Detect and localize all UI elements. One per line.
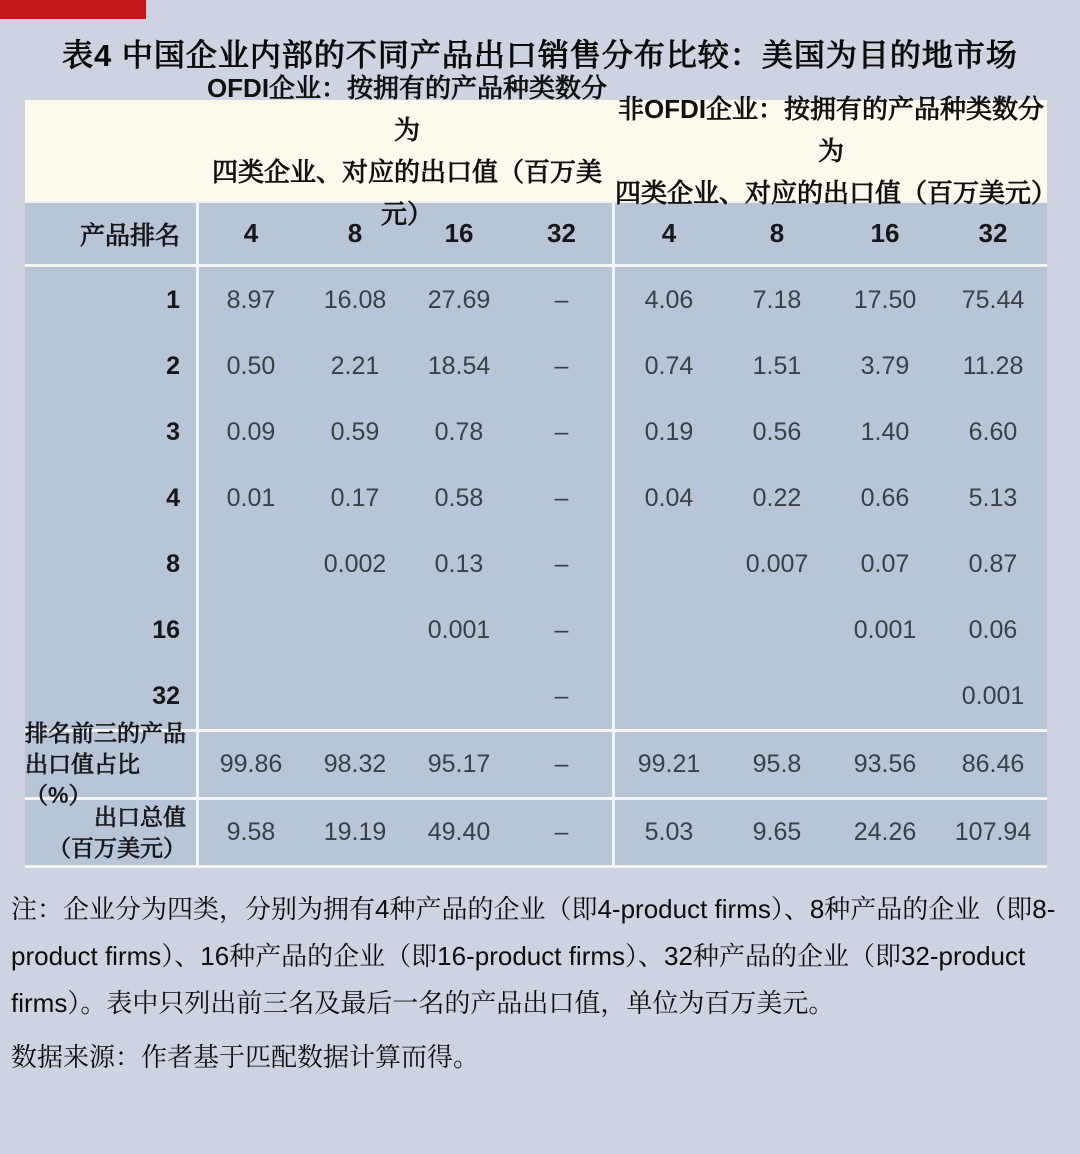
data-cell: 1.51 <box>752 351 802 380</box>
data-cell: 5.03 <box>644 818 694 846</box>
summary-row-export-total <box>25 797 1047 868</box>
row-label: 3 <box>25 399 199 465</box>
red-accent-bar <box>0 0 146 19</box>
data-cell <box>615 597 723 663</box>
table-row <box>25 399 1047 465</box>
group-header-ofdi-line2: 四类企业、对应的出口值（百万美元） <box>211 156 602 229</box>
note-text: 注：企业分为四类，分别为拥有4种产品的企业（即4-product firms）、8种产品的企业（即8-product firms）、16种产品的企业（即16-product firms）、32种产品的企业（即32-product firms）。表中只列出前三名及最后一名的产品出口值，单位为百万美元。 <box>11 894 1056 1018</box>
data-cell: 99.21 <box>637 750 701 778</box>
column-header: 16 <box>870 218 900 248</box>
data-cell: 86.46 <box>961 750 1025 778</box>
table-row <box>25 267 1047 333</box>
data-cell: 1.40 <box>860 417 910 446</box>
data-cell <box>199 597 303 663</box>
data-cell: 24.26 <box>853 818 917 846</box>
table-row <box>25 531 1047 597</box>
data-cell: – <box>511 399 615 465</box>
data-cell: 75.44 <box>961 285 1025 314</box>
column-header-row <box>25 203 1047 267</box>
page-title: 表4 中国企业内部的不同产品出口销售分布比较：美国为目的地市场 <box>62 38 1018 73</box>
data-cell: 98.32 <box>323 750 387 778</box>
data-cell: 9.58 <box>226 818 276 846</box>
data-cell: 49.40 <box>427 818 491 846</box>
data-cell <box>303 663 407 729</box>
data-cell: – <box>511 267 615 333</box>
data-cell: 0.78 <box>434 417 484 446</box>
data-cell: 0.87 <box>968 549 1018 578</box>
row-label: 8 <box>25 531 199 597</box>
data-cell: 18.54 <box>427 351 491 380</box>
data-table <box>25 72 1058 868</box>
row-label: 32 <box>25 663 199 729</box>
data-cell: 0.001 <box>961 681 1025 710</box>
group-header-non-ofdi <box>615 93 1058 208</box>
column-header: 8 <box>347 218 363 248</box>
summary-label-line1: 出口总值 <box>94 803 186 830</box>
data-cell: – <box>511 465 615 531</box>
data-cell: – <box>511 531 615 597</box>
source-text: 数据来源：作者基于匹配数据计算而得。 <box>11 1042 480 1072</box>
row-label: 2 <box>25 333 199 399</box>
group-header-ofdi <box>199 72 615 229</box>
row-label: 16 <box>25 597 199 663</box>
data-cell: 2.21 <box>330 351 380 380</box>
data-cell: – <box>511 333 615 399</box>
summary-row-top3-share <box>25 720 1047 808</box>
data-cell: 0.04 <box>644 483 694 512</box>
data-cell: 0.001 <box>853 615 917 644</box>
data-cell <box>199 663 303 729</box>
data-cell: 0.56 <box>752 417 802 446</box>
data-cell: 93.56 <box>853 750 917 778</box>
data-cell: 6.60 <box>968 417 1018 446</box>
column-header: 4 <box>661 218 677 248</box>
data-cell: – <box>511 663 615 729</box>
data-cell: 7.18 <box>752 285 802 314</box>
data-cell: 95.17 <box>427 750 491 778</box>
data-cell: 9.65 <box>752 818 802 846</box>
group-header-non-ofdi-line1: 非OFDI企业：按拥有的产品种类数分为 <box>617 93 1045 166</box>
data-cell: 3.79 <box>860 351 910 380</box>
summary-label-line2: （百万美元） <box>48 834 186 861</box>
data-cell: 0.007 <box>745 549 809 578</box>
table-row <box>25 333 1047 399</box>
column-header: 8 <box>769 218 785 248</box>
column-header: 16 <box>444 218 474 248</box>
row-label: 4 <box>25 465 199 531</box>
data-cell: 0.13 <box>434 549 484 578</box>
column-header: 32 <box>978 218 1008 248</box>
data-cell <box>615 663 723 729</box>
data-cell <box>303 597 407 663</box>
data-cell: 0.06 <box>968 615 1018 644</box>
data-cell: 0.66 <box>860 483 910 512</box>
data-cell <box>831 663 939 729</box>
data-cell: 0.001 <box>427 615 491 644</box>
data-cell: 0.17 <box>330 483 380 512</box>
data-cell: 0.59 <box>330 417 380 446</box>
summary-row-label <box>25 800 199 865</box>
row-label: 1 <box>25 267 199 333</box>
column-header: 4 <box>243 218 259 248</box>
data-cell: 0.002 <box>323 549 387 578</box>
summary-label-line1: 排名前三的产品 <box>25 720 186 746</box>
data-cell: 11.28 <box>962 351 1024 380</box>
data-cell: 19.19 <box>323 818 387 846</box>
data-cell: 0.74 <box>644 351 694 380</box>
summary-row-label <box>25 720 199 808</box>
data-cell <box>199 531 303 597</box>
data-cell <box>615 531 723 597</box>
data-cell: 8.97 <box>226 285 276 314</box>
group-header-ofdi-line1: OFDI企业：按拥有的产品种类数分为 <box>206 72 608 145</box>
data-cell: 16.08 <box>323 285 387 314</box>
data-cell: 0.22 <box>752 483 802 512</box>
data-cell: 0.58 <box>434 483 484 512</box>
column-header: 32 <box>511 203 615 264</box>
data-cell: 17.50 <box>853 285 917 314</box>
data-cell: 0.19 <box>644 417 694 446</box>
data-cell: – <box>511 732 615 797</box>
row-label-header: 产品排名 <box>25 203 199 264</box>
data-cell: 4.06 <box>644 285 694 314</box>
group-header-spacer <box>25 100 199 201</box>
table-row <box>25 465 1047 531</box>
data-cell <box>723 663 831 729</box>
data-cell: 27.69 <box>427 285 491 314</box>
data-cell: 0.01 <box>226 483 276 512</box>
group-header-band <box>25 72 1058 229</box>
data-cell: 0.07 <box>860 549 910 578</box>
data-cell: 99.86 <box>219 750 283 778</box>
data-cell: 0.09 <box>226 417 276 446</box>
data-cell: 5.13 <box>968 483 1018 512</box>
data-cell: 107.94 <box>954 818 1032 846</box>
data-cell: – <box>511 597 615 663</box>
data-cell: 95.8 <box>752 750 802 778</box>
data-cell: 0.50 <box>226 351 276 380</box>
table-notes <box>11 886 1071 1081</box>
table-row <box>25 597 1047 663</box>
summary-label-line2: 出口值占比（%） <box>25 751 140 808</box>
data-cell: – <box>511 800 615 865</box>
group-header-non-ofdi-line2: 四类企业、对应的出口值（百万美元） <box>615 177 1058 208</box>
data-cell <box>723 597 831 663</box>
data-cell <box>407 663 511 729</box>
